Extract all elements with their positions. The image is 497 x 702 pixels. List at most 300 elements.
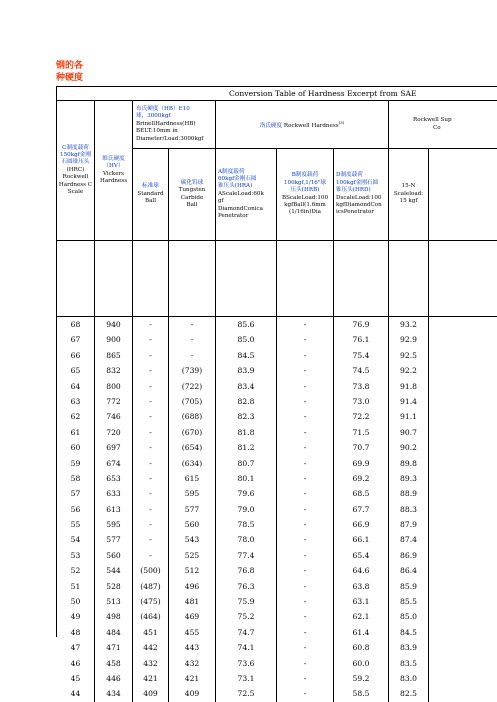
cell-hrc: 51 <box>57 579 95 594</box>
cell-hb-standard: (475) <box>133 594 169 609</box>
cell-next-col <box>429 532 497 547</box>
cell-next-col <box>429 348 497 363</box>
cell-hv: 633 <box>95 486 133 501</box>
table-row <box>57 317 497 332</box>
cell-hrb: - <box>277 456 334 471</box>
cell-hv: 513 <box>95 594 133 609</box>
document-title-line-2: 种硬度 <box>56 73 84 83</box>
table-row <box>57 625 497 640</box>
header-hrb-cn1: B制度载荷 <box>291 172 319 179</box>
cell-next-col <box>429 625 497 640</box>
cell-hr15n: 86.4 <box>389 563 429 578</box>
header-hrb-en3: (1/16in)Dia <box>289 209 321 216</box>
cell-hb-tungsten: (722) <box>169 379 216 394</box>
cell-hv: 613 <box>95 502 133 517</box>
header-hb-tc-en1: Tungsten <box>178 187 206 194</box>
cell-hr15n: 83.5 <box>389 656 429 671</box>
cell-hrb: - <box>277 594 334 609</box>
header-hrd <box>334 149 389 241</box>
table-row <box>57 686 497 701</box>
cell-hr15n: 91.8 <box>389 379 429 394</box>
cell-hv: 471 <box>95 640 133 655</box>
header-hra <box>216 149 277 241</box>
cell-hra: 83.4 <box>216 379 277 394</box>
cell-hrb: - <box>277 579 334 594</box>
cell-hra: 78.5 <box>216 517 277 532</box>
cell-hb-standard: - <box>133 502 169 517</box>
table-row <box>57 394 497 409</box>
header-superficial-en2: Co <box>433 124 441 131</box>
cell-hb-tungsten: 481 <box>169 594 216 609</box>
cell-hrb: - <box>277 486 334 501</box>
cell-hrb: - <box>277 379 334 394</box>
cell-hb-standard: (487) <box>133 579 169 594</box>
header-hra-en4: Penetrator <box>218 213 249 220</box>
table-row <box>57 548 497 563</box>
cell-hrc: 67 <box>57 332 95 347</box>
cell-hrd: 75.4 <box>334 348 389 363</box>
cell-next-col <box>429 548 497 563</box>
header-hrd-en3: icsPenetrator <box>336 209 375 216</box>
cell-hrd: 61.4 <box>334 625 389 640</box>
cell-hb-tungsten: 512 <box>169 563 216 578</box>
header-rockwell-sup: (3) <box>338 119 345 125</box>
table-title: Conversion Table of Hardness Excerpt from SAE <box>57 87 497 101</box>
cell-next-col <box>429 594 497 609</box>
table-row <box>57 579 497 594</box>
cell-hb-tungsten: 409 <box>169 686 216 701</box>
header-hrc-en1: Rockwell <box>62 174 89 181</box>
cell-hr15n: 92.9 <box>389 332 429 347</box>
cell-hv: 458 <box>95 656 133 671</box>
cell-hb-tungsten: - <box>169 348 216 363</box>
header-hrb-cn2: 100kgf,1/16"球 <box>283 179 326 186</box>
table-row <box>57 594 497 609</box>
cell-next-col <box>429 425 497 440</box>
header-next-column-cutoff <box>429 149 497 241</box>
header-rockwell-group <box>216 101 389 149</box>
cell-hb-standard: - <box>133 363 169 378</box>
header-hra-en3: DiamondConica <box>218 205 263 212</box>
cell-hb-standard: - <box>133 332 169 347</box>
cell-hrb: - <box>277 625 334 640</box>
cell-hb-tungsten: 543 <box>169 532 216 547</box>
header-hrd-cn3: 锥压头(HRD) <box>336 187 371 194</box>
cell-hv: 940 <box>95 317 133 332</box>
cell-hrc: 60 <box>57 440 95 455</box>
cell-next-col <box>429 671 497 686</box>
header-15n-en3: 15 kgf <box>399 198 418 205</box>
header-brinell-group <box>133 101 216 149</box>
header-hra-cn2: 60kgf金刚石圆 <box>218 175 257 182</box>
document-title-line-1: 钢的各 <box>56 61 84 71</box>
header-hb-tungsten-carbide-ball <box>169 149 216 241</box>
cell-hrd: 69.2 <box>334 471 389 486</box>
cell-hra: 79.0 <box>216 502 277 517</box>
header-hrb-en2: kgfBall(1.6mm <box>284 201 326 208</box>
table-row <box>57 640 497 655</box>
cell-hrb: - <box>277 425 334 440</box>
cell-hrc: 62 <box>57 409 95 424</box>
cell-hv: 484 <box>95 625 133 640</box>
header-hv-cn1: 维氏硬度 <box>102 155 125 162</box>
cell-hb-tungsten: 469 <box>169 609 216 624</box>
cell-hv: 674 <box>95 456 133 471</box>
cell-hr15n: 82.5 <box>389 686 429 701</box>
cell-hr15n: 90.7 <box>389 425 429 440</box>
header-hb-tc-cn: 碳化钨球 <box>180 179 204 186</box>
cell-hrb: - <box>277 471 334 486</box>
cell-hrd: 69.9 <box>334 456 389 471</box>
cell-hrb: - <box>277 332 334 347</box>
cell-hv: 832 <box>95 363 133 378</box>
cell-hra: 75.9 <box>216 594 277 609</box>
cell-hra: 74.1 <box>216 640 277 655</box>
cell-hrd: 60.8 <box>334 640 389 655</box>
cell-hrc: 63 <box>57 394 95 409</box>
cell-hb-standard: - <box>133 409 169 424</box>
cell-hr15n: 90.2 <box>389 440 429 455</box>
cell-hb-tungsten: 525 <box>169 548 216 563</box>
cell-next-col <box>429 563 497 578</box>
cell-hb-tungsten: - <box>169 317 216 332</box>
cell-hrc: 59 <box>57 456 95 471</box>
cell-hrb: - <box>277 317 334 332</box>
table-row <box>57 563 497 578</box>
cell-hrd: 59.2 <box>334 671 389 686</box>
cell-hb-standard: 421 <box>133 671 169 686</box>
cell-hr15n: 85.5 <box>389 594 429 609</box>
cell-hra: 81.8 <box>216 425 277 440</box>
cell-hrb: - <box>277 363 334 378</box>
cell-next-col <box>429 517 497 532</box>
cell-hrb: - <box>277 409 334 424</box>
table-row <box>57 532 497 547</box>
cell-hb-tungsten: 432 <box>169 656 216 671</box>
cell-hr15n: 84.5 <box>389 625 429 640</box>
cell-next-col <box>429 579 497 594</box>
header-hrc-en3: Scale <box>67 189 84 196</box>
cell-hra: 82.3 <box>216 409 277 424</box>
header-brinell-cn1: 布氏硬度（HB）E10 <box>136 105 190 112</box>
cell-hb-tungsten: (688) <box>169 409 216 424</box>
header-rockwell-cn: 洛氏硬度 <box>259 122 283 129</box>
cell-hb-standard: (464) <box>133 609 169 624</box>
cell-hb-standard: - <box>133 394 169 409</box>
cell-hrb: - <box>277 440 334 455</box>
table-row <box>57 656 497 671</box>
cell-hrc: 48 <box>57 625 95 640</box>
cell-hb-standard: - <box>133 440 169 455</box>
cell-hra: 78.0 <box>216 532 277 547</box>
cell-hrd: 64.6 <box>334 563 389 578</box>
table-row <box>57 409 497 424</box>
cell-hrc: 66 <box>57 348 95 363</box>
cell-hv: 900 <box>95 332 133 347</box>
cell-hb-standard: - <box>133 471 169 486</box>
cell-hv: 746 <box>95 409 133 424</box>
cell-hb-tungsten: 421 <box>169 671 216 686</box>
header-brinell-en1: BrinellHardness(HB) <box>136 120 196 127</box>
header-hv-cn2: （HV） <box>103 163 124 170</box>
cell-hv: 528 <box>95 579 133 594</box>
cell-hra: 80.1 <box>216 471 277 486</box>
cell-hrd: 70.7 <box>334 440 389 455</box>
cell-hv: 653 <box>95 471 133 486</box>
table-row <box>57 502 497 517</box>
header-hv-en2: Hardness <box>99 177 128 184</box>
cell-hrc: 65 <box>57 363 95 378</box>
cell-hra: 73.6 <box>216 656 277 671</box>
cell-hb-standard: - <box>133 379 169 394</box>
cell-hrc: 61 <box>57 425 95 440</box>
cell-next-col <box>429 409 497 424</box>
cell-hrb: - <box>277 656 334 671</box>
cell-hv: 800 <box>95 379 133 394</box>
header-rockwell-superficial-group <box>389 101 497 149</box>
cell-hra: 76.3 <box>216 579 277 594</box>
cell-hv: 865 <box>95 348 133 363</box>
header-spacer <box>57 241 497 317</box>
cell-hb-tungsten: 443 <box>169 640 216 655</box>
cell-hrc: 47 <box>57 640 95 655</box>
table-row <box>57 471 497 486</box>
cell-hr15n: 83.0 <box>389 671 429 686</box>
cell-hr15n: 88.9 <box>389 486 429 501</box>
cell-hv: 577 <box>95 532 133 547</box>
cell-hrc: 56 <box>57 502 95 517</box>
cell-hb-tungsten: (739) <box>169 363 216 378</box>
cell-hrc: 44 <box>57 686 95 701</box>
header-hrc-cn4: (HRC) <box>66 166 85 173</box>
cell-hrb: - <box>277 532 334 547</box>
cell-next-col <box>429 456 497 471</box>
cell-hrb: - <box>277 671 334 686</box>
cell-hra: 80.7 <box>216 456 277 471</box>
cell-hrc: 46 <box>57 656 95 671</box>
cell-hb-standard: 432 <box>133 656 169 671</box>
header-hra-en1: AScaleLoad:60k <box>218 190 264 197</box>
table-row <box>57 379 497 394</box>
cell-hb-standard: - <box>133 486 169 501</box>
header-15n <box>389 149 429 241</box>
cell-next-col <box>429 394 497 409</box>
cell-next-col <box>429 317 497 332</box>
cell-hrd: 65.4 <box>334 548 389 563</box>
cell-hv: 560 <box>95 548 133 563</box>
table-row <box>57 486 497 501</box>
cell-hb-tungsten: 595 <box>169 486 216 501</box>
cell-hb-tungsten: (705) <box>169 394 216 409</box>
cell-hra: 77.4 <box>216 548 277 563</box>
cell-hrc: 55 <box>57 517 95 532</box>
cell-hrd: 66.1 <box>334 532 389 547</box>
cell-hrb: - <box>277 563 334 578</box>
cell-hv: 595 <box>95 517 133 532</box>
header-hrb <box>277 149 334 241</box>
header-rockwell-en: Rockwell Hardness <box>283 122 339 129</box>
table-row <box>57 332 497 347</box>
cell-hb-tungsten: 577 <box>169 502 216 517</box>
cell-hrb: - <box>277 394 334 409</box>
header-superficial-en1: Rockwell Sup <box>413 117 452 124</box>
cell-hr15n: 91.1 <box>389 409 429 424</box>
cell-hrd: 63.1 <box>334 594 389 609</box>
table-row <box>57 425 497 440</box>
cell-hr15n: 85.0 <box>389 609 429 624</box>
cell-hrb: - <box>277 640 334 655</box>
cell-hv: 720 <box>95 425 133 440</box>
document-title <box>56 60 83 84</box>
cell-hrc: 49 <box>57 609 95 624</box>
header-hrd-en2: kgfDiamondCon <box>336 201 382 208</box>
header-hrc <box>57 101 95 241</box>
cell-hra: 76.8 <box>216 563 277 578</box>
cell-hra: 82.8 <box>216 394 277 409</box>
cell-hrc: 52 <box>57 563 95 578</box>
cell-hrd: 74.5 <box>334 363 389 378</box>
header-hrb-cn3: 压头(HRB) <box>290 187 320 194</box>
cell-hra: 81.2 <box>216 440 277 455</box>
cell-hrd: 60.0 <box>334 656 389 671</box>
cell-hrb: - <box>277 348 334 363</box>
cell-hb-standard: 409 <box>133 686 169 701</box>
cell-hra: 84.5 <box>216 348 277 363</box>
cell-hv: 544 <box>95 563 133 578</box>
cell-hrc: 53 <box>57 548 95 563</box>
cell-hra: 85.6 <box>216 317 277 332</box>
cell-hb-standard: - <box>133 317 169 332</box>
cell-next-col <box>429 486 497 501</box>
cell-next-col <box>429 379 497 394</box>
header-hra-en2: gf <box>218 198 224 205</box>
cell-hv: 772 <box>95 394 133 409</box>
cell-hb-standard: - <box>133 456 169 471</box>
cell-hrb: - <box>277 502 334 517</box>
cell-next-col <box>429 332 497 347</box>
cell-hrd: 76.1 <box>334 332 389 347</box>
table-row <box>57 456 497 471</box>
table-row <box>57 348 497 363</box>
cell-hrb: - <box>277 609 334 624</box>
table-body <box>57 317 497 702</box>
cell-hb-standard: - <box>133 532 169 547</box>
cell-hr15n: 87.4 <box>389 532 429 547</box>
header-hrd-cn1: D制度载荷 <box>336 172 363 179</box>
cell-hr15n: 86.9 <box>389 548 429 563</box>
cell-hr15n: 87.9 <box>389 517 429 532</box>
header-hrc-cn3: 石圆锥压头 <box>61 159 90 166</box>
header-hb-standard-en2: Ball <box>144 198 156 205</box>
cell-hb-tungsten: 560 <box>169 517 216 532</box>
cell-hrd: 66.9 <box>334 517 389 532</box>
cell-hv: 498 <box>95 609 133 624</box>
cell-hb-standard: 451 <box>133 625 169 640</box>
header-hb-standard-ball <box>133 149 169 241</box>
header-15n-en2: Scaleload: <box>393 190 424 197</box>
cell-next-col <box>429 640 497 655</box>
cell-hrc: 64 <box>57 379 95 394</box>
cell-hr15n: 85.9 <box>389 579 429 594</box>
cell-hr15n: 92.2 <box>389 363 429 378</box>
header-brinell-cn2: 球，3000kgf <box>136 113 171 120</box>
header-15n-en1: 15-N <box>401 183 416 190</box>
cell-hrc: 68 <box>57 317 95 332</box>
cell-hr15n: 89.8 <box>389 456 429 471</box>
header-hrd-cn2: 100kgf金刚石圆 <box>336 179 379 186</box>
cell-hra: 79.6 <box>216 486 277 501</box>
cell-hra: 73.1 <box>216 671 277 686</box>
header-hra-cn3: 锥压头(HRA) <box>218 183 253 190</box>
cell-hrb: - <box>277 517 334 532</box>
cell-hrc: 57 <box>57 486 95 501</box>
cell-hv: 434 <box>95 686 133 701</box>
header-hrc-cn1: C制度载荷 <box>62 144 89 151</box>
cell-hrc: 54 <box>57 532 95 547</box>
cell-next-col <box>429 363 497 378</box>
cell-hrd: 71.5 <box>334 425 389 440</box>
hardness-conversion-table <box>56 86 497 699</box>
cell-hr15n: 93.2 <box>389 317 429 332</box>
cell-next-col <box>429 656 497 671</box>
cell-hrd: 58.5 <box>334 686 389 701</box>
cell-next-col <box>429 686 497 701</box>
cell-hv: 697 <box>95 440 133 455</box>
table-row <box>57 671 497 686</box>
cell-hv: 446 <box>95 671 133 686</box>
cell-hb-tungsten: 615 <box>169 471 216 486</box>
header-hb-tc-en2: Carbide <box>180 194 204 201</box>
table-row <box>57 517 497 532</box>
cell-hb-tungsten: (670) <box>169 425 216 440</box>
header-hrc-en2: Hardness C <box>58 181 93 188</box>
cell-hra: 75.2 <box>216 609 277 624</box>
cell-hr15n: 92.5 <box>389 348 429 363</box>
cell-hb-standard: 442 <box>133 640 169 655</box>
table-row <box>57 609 497 624</box>
cell-hrc: 58 <box>57 471 95 486</box>
header-hrc-cn2: 150kgf金刚 <box>60 151 91 158</box>
cell-hr15n: 83.9 <box>389 640 429 655</box>
cell-next-col <box>429 609 497 624</box>
cell-hrd: 73.8 <box>334 379 389 394</box>
header-hb-tc-en3: Ball <box>186 201 198 208</box>
cell-hb-standard: - <box>133 425 169 440</box>
cell-hrc: 50 <box>57 594 95 609</box>
cell-hrd: 62.1 <box>334 609 389 624</box>
header-hv <box>95 101 133 241</box>
cell-hb-tungsten: - <box>169 332 216 347</box>
cell-hb-tungsten: 496 <box>169 579 216 594</box>
cell-hb-tungsten: (654) <box>169 440 216 455</box>
cell-hr15n: 88.3 <box>389 502 429 517</box>
cell-hrd: 72.2 <box>334 409 389 424</box>
cell-hb-standard: - <box>133 348 169 363</box>
cell-next-col <box>429 471 497 486</box>
cell-hr15n: 91.4 <box>389 394 429 409</box>
table-row <box>57 440 497 455</box>
cell-hra: 72.5 <box>216 686 277 701</box>
cell-hrc: 45 <box>57 671 95 686</box>
header-hrd-en1: DscaleLoad:100 <box>336 194 382 201</box>
cell-hrd: 63.8 <box>334 579 389 594</box>
cell-hb-tungsten: 455 <box>169 625 216 640</box>
cell-hra: 74.7 <box>216 625 277 640</box>
table-row <box>57 363 497 378</box>
cell-hb-standard: - <box>133 517 169 532</box>
cell-hra: 85.0 <box>216 332 277 347</box>
cell-next-col <box>429 440 497 455</box>
